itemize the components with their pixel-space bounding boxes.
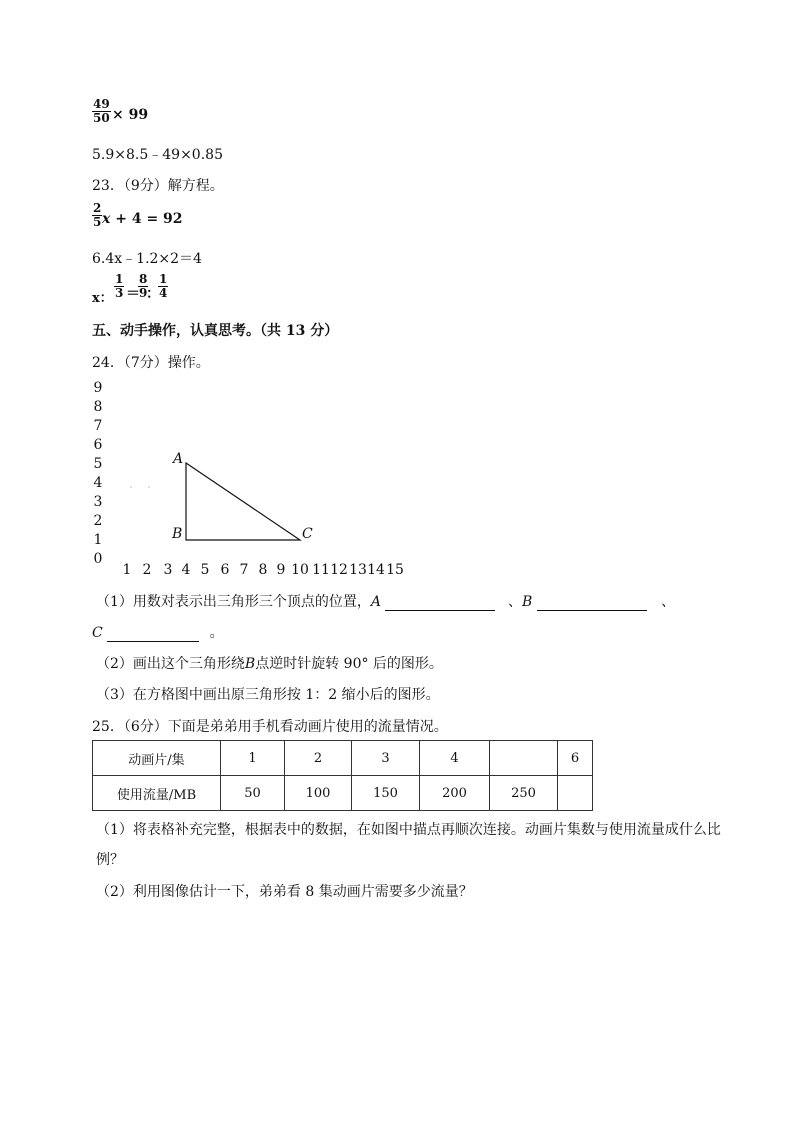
- fraction-numerator: 8: [139, 272, 148, 286]
- table-cell: 6: [558, 741, 593, 776]
- eq3-equals: ＝: [126, 286, 140, 302]
- table-cell-blank[interactable]: [558, 776, 593, 811]
- table-cell: 3: [352, 741, 420, 776]
- fraction-numerator: 1: [115, 272, 124, 286]
- q24-sub1-sep2: 、: [661, 594, 676, 610]
- q24-sub2-post: 点逆时针旋转 90° 后的图形。: [255, 656, 443, 672]
- q25-heading: 25．（6分）下面是弟弟用手机看动画片使用的流量情况。: [92, 719, 448, 735]
- x-tick-label: 14: [367, 562, 385, 578]
- q24-sub1-line2: [92, 622, 224, 642]
- fraction-denominator: 9: [139, 286, 148, 300]
- q24-sub1-text: （1）用数对表示出三角形三个顶点的位置，: [96, 594, 371, 610]
- q24-sub1: [96, 591, 675, 611]
- y-tick-label: 2: [93, 513, 103, 529]
- q24-sub1-sep1: 、: [507, 594, 522, 610]
- table-cell: 200: [420, 776, 490, 811]
- q24-sub1-b: B: [521, 594, 533, 610]
- table-cell-blank[interactable]: [490, 741, 558, 776]
- q23-heading: 23．（9分）解方程。: [92, 178, 224, 194]
- x-tick-label: 7: [239, 562, 249, 578]
- x-tick-label: 13: [349, 562, 367, 578]
- q24-sub2-b: B: [244, 656, 256, 672]
- table-cell: 150: [352, 776, 420, 811]
- answer-blank-b[interactable]: [537, 598, 647, 611]
- x-tick-label: 3: [163, 562, 173, 578]
- x-tick-label: 11: [312, 562, 330, 578]
- table-cell: 2: [285, 741, 352, 776]
- y-tick-label: 9: [93, 380, 103, 396]
- fraction-numerator: 49: [93, 97, 110, 111]
- triangle-abc: [186, 463, 300, 540]
- q24-sub1-a: A: [370, 594, 382, 610]
- section5-heading: 五、动手操作，认真思考。（共 13 分）: [92, 323, 339, 339]
- q24-sub2: [96, 653, 443, 673]
- q24-sub1-c: C: [92, 625, 103, 641]
- q25-sub1-line2: 例？: [96, 852, 124, 868]
- y-tick-label: 8: [93, 399, 103, 415]
- q24-sub3: （3）在方格图中画出原三角形按 1：2 缩小后的图形。: [96, 687, 440, 703]
- x-tick-label: 2: [142, 562, 152, 578]
- x-tick-label: 1: [122, 562, 132, 578]
- answer-blank-a[interactable]: [385, 598, 495, 611]
- table-row: [93, 776, 593, 811]
- table-header-cell: 使用流量/MB: [93, 776, 221, 811]
- q24-sub2-pre: （2）画出这个三角形绕: [96, 656, 245, 672]
- q24-heading: 24．（7分）操作。: [92, 355, 210, 371]
- table-cell: 100: [285, 776, 352, 811]
- q25-sub1-line1: （1）将表格补充完整，根据表中的数据，在如图中描点再顺次连接。动画片集数与使用流量成什么比: [96, 822, 721, 838]
- fraction-denominator: 3: [115, 286, 124, 300]
- expr2: 5.9×8.5﹣49×0.85: [92, 147, 223, 163]
- y-tick-label: 4: [93, 475, 103, 491]
- vertex-c-label: C: [302, 526, 313, 542]
- fraction-denominator: 4: [159, 286, 168, 300]
- table-row: [93, 741, 593, 776]
- answer-blank-c[interactable]: [107, 629, 199, 642]
- x-tick-label: 10: [291, 562, 309, 578]
- fraction-numerator: 2: [93, 201, 102, 215]
- flow-table: [92, 740, 593, 811]
- eq1-tail: + 4 = 92: [110, 211, 183, 227]
- table-cell: 50: [221, 776, 285, 811]
- x-tick-label: 4: [181, 562, 191, 578]
- x-tick-label: 9: [276, 562, 286, 578]
- table-cell: 4: [420, 741, 490, 776]
- eq3-colon: ：: [146, 286, 160, 302]
- y-tick-label: 0: [93, 551, 103, 567]
- x-tick-label: 6: [220, 562, 230, 578]
- y-tick-label: 5: [93, 456, 103, 472]
- vertex-a-label: A: [173, 451, 184, 467]
- faint-dot: [148, 486, 150, 488]
- expr1-rest: × 99: [112, 107, 149, 123]
- fraction-denominator: 50: [93, 111, 110, 125]
- y-tick-label: 1: [93, 532, 103, 548]
- y-tick-label: 7: [93, 418, 103, 434]
- y-tick-label: 6: [93, 437, 103, 453]
- table-cell: 250: [490, 776, 558, 811]
- fraction-denominator: 5: [93, 215, 102, 229]
- x-tick-label: 15: [386, 562, 404, 578]
- x-tick-label: 5: [200, 562, 210, 578]
- eq2: 6.4x﹣1.2×2＝4: [92, 251, 202, 267]
- fraction-numerator: 1: [159, 272, 168, 286]
- q24-sub1-end: 。: [209, 625, 224, 641]
- x-tick-label: 12: [330, 562, 348, 578]
- eq1-var: x: [102, 211, 111, 227]
- q25-sub2: （2）利用图像估计一下，弟弟看 8 集动画片需要多少流量？: [96, 884, 473, 900]
- eq3-prefix: x：: [92, 291, 113, 306]
- y-tick-label: 3: [93, 494, 103, 510]
- vertex-b-label: B: [172, 526, 183, 542]
- table-cell: 1: [221, 741, 285, 776]
- x-tick-label: 8: [258, 562, 268, 578]
- faint-dot: [130, 486, 132, 488]
- table-header-cell: 动画片/集: [93, 741, 221, 776]
